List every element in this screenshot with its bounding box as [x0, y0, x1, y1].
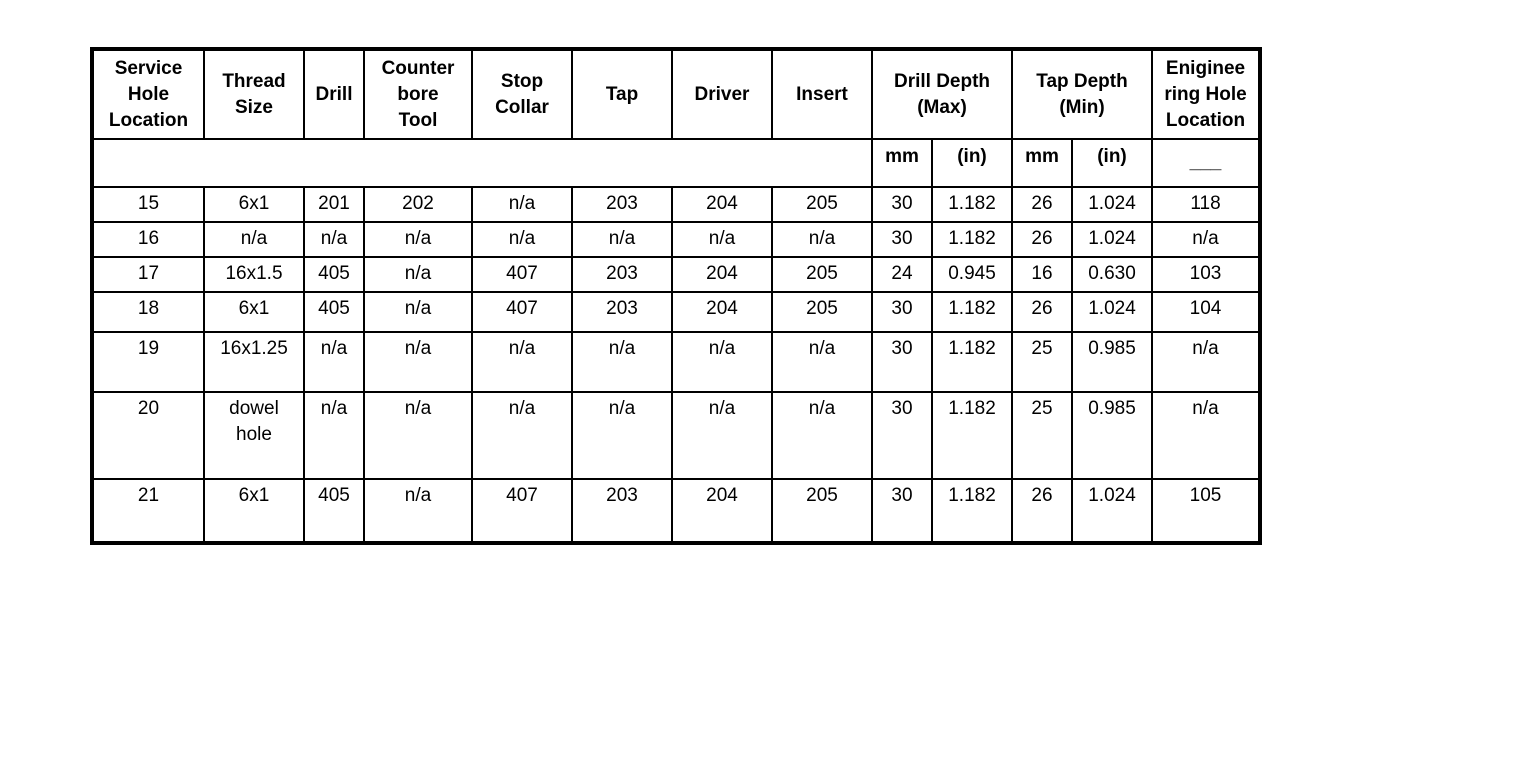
cell-insert: 205: [772, 292, 872, 332]
cell-tap-depth-mm: 26: [1012, 292, 1072, 332]
header-insert: Insert: [772, 49, 872, 139]
cell-engineering-hole-location: 118: [1152, 187, 1260, 222]
header-counterbore-tool: Counter bore Tool: [364, 49, 472, 139]
cell-drill-depth-mm: 30: [872, 222, 932, 257]
cell-stop-collar: n/a: [472, 222, 572, 257]
cell-stop-collar: n/a: [472, 187, 572, 222]
table-row: [92, 479, 1260, 543]
cell-tap-depth-in: 0.985: [1072, 332, 1152, 392]
cell-stop-collar: 407: [472, 292, 572, 332]
header-row: [92, 49, 1260, 139]
cell-tap: n/a: [572, 392, 672, 479]
cell-drill-depth-mm: 30: [872, 332, 932, 392]
cell-insert: n/a: [772, 332, 872, 392]
cell-driver: n/a: [672, 332, 772, 392]
cell-driver: 204: [672, 187, 772, 222]
header-thread-size: Thread Size: [204, 49, 304, 139]
cell-drill-depth-in: 1.182: [932, 479, 1012, 543]
cell-stop-collar: n/a: [472, 392, 572, 479]
cell-drill: n/a: [304, 332, 364, 392]
cell-driver: n/a: [672, 222, 772, 257]
unit-eng-dash: ___: [1189, 152, 1222, 173]
cell-engineering-hole-location: 105: [1152, 479, 1260, 543]
cell-counterbore-tool: 202: [364, 187, 472, 222]
cell-engineering-hole-location: 103: [1152, 257, 1260, 292]
cell-insert: 205: [772, 257, 872, 292]
cell-tap-depth-in: 1.024: [1072, 222, 1152, 257]
cell-tap-depth-in: 1.024: [1072, 187, 1152, 222]
cell-drill: n/a: [304, 222, 364, 257]
cell-drill: 201: [304, 187, 364, 222]
cell-driver: 204: [672, 479, 772, 543]
cell-tap-depth-mm: 26: [1012, 479, 1072, 543]
table-row: [92, 257, 1260, 292]
unit-tap-in: (in): [1072, 139, 1152, 187]
cell-drill: n/a: [304, 392, 364, 479]
cell-counterbore-tool: n/a: [364, 332, 472, 392]
cell-drill: 405: [304, 479, 364, 543]
cell-tap: 203: [572, 479, 672, 543]
header-drill-depth: Drill Depth (Max): [872, 49, 1012, 139]
cell-tap-depth-in: 1.024: [1072, 479, 1152, 543]
cell-drill-depth-mm: 30: [872, 479, 932, 543]
cell-engineering-hole-location: n/a: [1152, 222, 1260, 257]
cell-drill-depth-in: 1.182: [932, 222, 1012, 257]
units-blank-cell: [92, 139, 872, 187]
cell-service-hole-location: 19: [92, 332, 204, 392]
cell-service-hole-location: 16: [92, 222, 204, 257]
cell-drill-depth-in: 1.182: [932, 392, 1012, 479]
cell-stop-collar: 407: [472, 479, 572, 543]
cell-tap: 203: [572, 257, 672, 292]
cell-engineering-hole-location: n/a: [1152, 392, 1260, 479]
service-hole-table: [90, 47, 1262, 545]
cell-thread-size: dowel hole: [204, 392, 304, 479]
header-service-hole-location: Service Hole Location: [92, 49, 204, 139]
header-engineering-hole-location: Eniginee ring Hole Location: [1152, 49, 1260, 139]
cell-driver: 204: [672, 292, 772, 332]
cell-tap-depth-in: 0.985: [1072, 392, 1152, 479]
unit-drill-in: (in): [932, 139, 1012, 187]
cell-drill-depth-in: 1.182: [932, 187, 1012, 222]
cell-thread-size: 6x1: [204, 187, 304, 222]
cell-insert: n/a: [772, 222, 872, 257]
cell-stop-collar: n/a: [472, 332, 572, 392]
cell-stop-collar: 407: [472, 257, 572, 292]
cell-tap-depth-mm: 16: [1012, 257, 1072, 292]
cell-drill-depth-mm: 30: [872, 292, 932, 332]
table-row: [92, 292, 1260, 332]
header-stop-collar: Stop Collar: [472, 49, 572, 139]
cell-counterbore-tool: n/a: [364, 292, 472, 332]
cell-thread-size: 6x1: [204, 479, 304, 543]
unit-drill-mm: mm: [872, 139, 932, 187]
header-tap: Tap: [572, 49, 672, 139]
cell-service-hole-location: 18: [92, 292, 204, 332]
cell-tap-depth-mm: 26: [1012, 222, 1072, 257]
cell-drill-depth-in: 1.182: [932, 332, 1012, 392]
table-row: [92, 332, 1260, 392]
units-row: [92, 139, 1260, 187]
cell-drill: 405: [304, 292, 364, 332]
cell-insert: 205: [772, 479, 872, 543]
cell-thread-size: n/a: [204, 222, 304, 257]
header-driver: Driver: [672, 49, 772, 139]
cell-tap-depth-mm: 25: [1012, 332, 1072, 392]
header-drill: Drill: [304, 49, 364, 139]
header-tap-depth: Tap Depth (Min): [1012, 49, 1152, 139]
unit-eng: [1152, 139, 1260, 187]
cell-drill-depth-mm: 30: [872, 392, 932, 479]
cell-driver: 204: [672, 257, 772, 292]
cell-thread-size: 16x1.5: [204, 257, 304, 292]
cell-tap: n/a: [572, 332, 672, 392]
cell-drill-depth-in: 0.945: [932, 257, 1012, 292]
cell-tap: n/a: [572, 222, 672, 257]
cell-drill-depth-mm: 30: [872, 187, 932, 222]
cell-thread-size: 6x1: [204, 292, 304, 332]
cell-counterbore-tool: n/a: [364, 257, 472, 292]
cell-drill-depth-mm: 24: [872, 257, 932, 292]
unit-tap-mm: mm: [1012, 139, 1072, 187]
cell-service-hole-location: 15: [92, 187, 204, 222]
cell-service-hole-location: 21: [92, 479, 204, 543]
cell-service-hole-location: 20: [92, 392, 204, 479]
table-row: [92, 222, 1260, 257]
cell-counterbore-tool: n/a: [364, 479, 472, 543]
cell-tap-depth-mm: 26: [1012, 187, 1072, 222]
table-body: [92, 187, 1260, 543]
cell-engineering-hole-location: n/a: [1152, 332, 1260, 392]
cell-tap-depth-in: 1.024: [1072, 292, 1152, 332]
cell-drill-depth-in: 1.182: [932, 292, 1012, 332]
cell-drill: 405: [304, 257, 364, 292]
table-row: [92, 187, 1260, 222]
cell-tap-depth-in: 0.630: [1072, 257, 1152, 292]
cell-insert: 205: [772, 187, 872, 222]
cell-counterbore-tool: n/a: [364, 392, 472, 479]
table-row: [92, 392, 1260, 479]
cell-tap: 203: [572, 292, 672, 332]
cell-engineering-hole-location: 104: [1152, 292, 1260, 332]
cell-tap-depth-mm: 25: [1012, 392, 1072, 479]
cell-service-hole-location: 17: [92, 257, 204, 292]
cell-thread-size: 16x1.25: [204, 332, 304, 392]
cell-counterbore-tool: n/a: [364, 222, 472, 257]
cell-tap: 203: [572, 187, 672, 222]
cell-driver: n/a: [672, 392, 772, 479]
cell-insert: n/a: [772, 392, 872, 479]
